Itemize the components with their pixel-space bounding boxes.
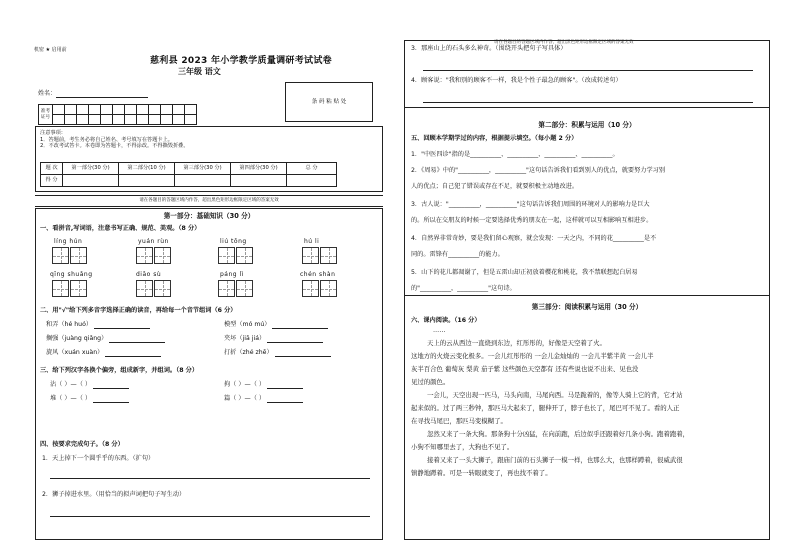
passage-line: 这地方的火烧云变化极多。一会儿红彤彤的 一会儿金灿灿的 一会儿半紫半黄 一会儿半 xyxy=(411,352,654,360)
pinyin-8: chén shàn xyxy=(300,271,336,278)
name-field[interactable] xyxy=(38,90,148,98)
q2-item-5: 旋风（xuán xuàn） xyxy=(46,349,161,357)
score-header: 题 次 xyxy=(41,163,63,175)
q4-item-2: 2．狮子掉进水里。（用恰当的拟声词把句子写生动） xyxy=(42,491,186,498)
pinyin-6: diāo sù xyxy=(136,271,162,278)
pinyin-5: qīng shuǎng xyxy=(50,271,93,278)
score-header: 总 分 xyxy=(287,163,337,175)
part1-title: 第一部分：基础知识（30 分） xyxy=(163,212,255,220)
q3-heading: 三、给下列汉字各换个偏旁，组成新字，并组词。（8 分） xyxy=(40,367,199,374)
q4-item-3: 3．那座山上的石头多么神奇。（围绕开头把句子写具体） xyxy=(411,45,567,52)
tianzi-pair-7[interactable] xyxy=(218,280,254,300)
score-header: 第二部分(10 分) xyxy=(119,163,175,175)
name-line[interactable] xyxy=(56,92,148,98)
answer-line[interactable] xyxy=(50,473,370,479)
q2-item-4: 夹坏（jiā jiá） xyxy=(224,335,323,343)
q3-item-3: 堆（ ）—（ ） xyxy=(50,395,129,403)
exam-subtitle: 三年级 语文 xyxy=(178,67,221,76)
q2-heading: 二、用"√"给下列多音字选择正确的读音，再给每一个音节组词（6 分） xyxy=(40,307,237,314)
score-cell[interactable] xyxy=(231,175,287,187)
q5-item-4-cont: 同的。雷锋有__________的能力。 xyxy=(411,251,504,258)
pinyin-2: yuán rùn xyxy=(138,238,169,245)
barcode-sticker-area xyxy=(285,82,373,122)
top-note: 请在各题目的答题区域内作答，超出黑色矩形边框限定区域的答案无效 xyxy=(494,40,634,45)
right-page xyxy=(404,40,770,540)
passage-line: 忽然又来了一条大狗。那条狗十分凶猛，在向前跑，后边似乎还跟着好几条小狗。跑着跑着， xyxy=(427,430,690,438)
notice-item-2: 2．不改考试答卡。本卷即为答题卡，不得涂改。不得撕毁折叠。 xyxy=(40,143,189,149)
passage-line: 小狗不知哪里去了，大狗也不见了。 xyxy=(411,443,514,451)
q5-item-4: 4．自然界非常奇妙，要是我们留心观察，就会发现：一天之内，不同的花__________是不 xyxy=(411,235,657,242)
warning-line: 请在各题目的答题区域内作答，超出黑色矩形边框限定区域的答案无效 xyxy=(35,195,383,207)
q5-heading: 五、回顾本学期学过的内容，根据提示填空。（每小题 2 分） xyxy=(411,135,578,142)
exam-number-grid[interactable] xyxy=(38,104,197,125)
exam-title: 慈利县 2023 年小学教学质量调研考试试卷 xyxy=(150,56,332,66)
score-header: 第三部分(30 分) xyxy=(175,163,231,175)
tianzi-pair-2[interactable] xyxy=(136,247,172,267)
q4-item-1: 1．天上掉下一个圆乎乎的东西。（扩句） xyxy=(42,455,155,462)
pinyin-7: páng lì xyxy=(220,271,244,278)
tianzi-pair-3[interactable] xyxy=(218,247,254,267)
passage-line: 天上的云从西边一直烧到东边，红彤彤的，好像是天空着了火。 xyxy=(427,339,606,347)
q3-item-4: 篇（ ）—（ ） xyxy=(224,395,303,403)
q3-item-1: 沾（ ）—（ ） xyxy=(50,381,129,389)
tianzi-pair-8[interactable] xyxy=(302,280,338,300)
score-table xyxy=(40,162,337,187)
exam-no-label: 准考证号 xyxy=(39,105,53,125)
q3-item-2: 拘（ ）—（ ） xyxy=(224,381,303,389)
part1-box xyxy=(35,208,383,540)
part3-title: 第三部分：阅读积累与运用（30 分） xyxy=(531,303,643,311)
tianzi-pair-6[interactable] xyxy=(136,280,172,300)
q5-item-3: 3．古人说："__________，__________"这句话告诉我们周围的环境对人的影响力是巨大 xyxy=(411,201,650,208)
score-header: 第一部分(30 分) xyxy=(63,163,119,175)
q4-heading: 四、按要求完成句子。（8 分） xyxy=(40,441,124,448)
score-cell[interactable] xyxy=(175,175,231,187)
score-header: 第四部分(30 分) xyxy=(231,163,287,175)
reading-passage xyxy=(411,337,767,480)
sticker-label: 条 码 粘 贴 处 xyxy=(311,98,347,105)
passage-line: 见过的颜色。 xyxy=(411,378,450,386)
secret-label: 机密 ★ 启用前 xyxy=(34,47,67,53)
name-label: 姓名： xyxy=(38,90,57,97)
notice-item-1: 1．答题前，考生务必将自己姓名、考号填写在答题卡上。 xyxy=(40,136,173,143)
tianzi-pair-1[interactable] xyxy=(52,247,88,267)
answer-line[interactable] xyxy=(423,97,753,103)
q5-item-5-cont: 的"__________，__________"这句诗。 xyxy=(411,285,516,292)
passage-line: 接着又来了一头大狮子，跟庙门前的石头狮子一模一样，也那么大，也那样蹲着，很威武很 xyxy=(427,456,683,464)
q6-heading: 六、课内阅读。（16 分） xyxy=(411,317,481,324)
answer-line[interactable] xyxy=(423,65,753,71)
q2-item-2: 模型（mó mú） xyxy=(224,321,328,329)
q2-item-6: 打折（zhé zhē） xyxy=(224,349,331,357)
score-cell[interactable] xyxy=(119,175,175,187)
score-cell[interactable] xyxy=(63,175,119,187)
notice-title: 注意事项： xyxy=(40,130,66,136)
q5-item-1: 1．"中医四诊"指的是__________、__________、__________、__________。 xyxy=(411,151,619,158)
passage-line: 灰半百合色 葡萄灰 梨黄 茄子紫 这些颜色天空都有 还有些说也说不出来、见也没 xyxy=(411,365,639,373)
passage-line: 镇静地蹲着。可是一转眼就变了，再也找不着了。 xyxy=(411,469,552,477)
pinyin-1: líng hún xyxy=(54,238,83,245)
q5-item-2-cont: 人的优点；自己犯了错误或存在不足，就要积极主动地改进。 xyxy=(411,183,579,190)
q5-item-2: 2．《周易》中的"__________，__________"这句话告诉我们看到别人的优点，就要努力学习别 xyxy=(411,167,666,174)
q4-item-4: 4．顾客说："我和别的顾客不一样，我是个性子最急的顾客"。（改成转述句） xyxy=(411,77,622,84)
ellipsis: …… xyxy=(433,327,446,334)
pinyin-4: hú li xyxy=(304,238,320,245)
tianzi-pair-4[interactable] xyxy=(302,247,338,267)
tianzi-pair-5[interactable] xyxy=(52,280,88,300)
q2-item-3: 搁强（juàng qiǎng） xyxy=(46,335,165,343)
pinyin-3: liú tōng xyxy=(220,238,247,245)
score-row-label: 得 分 xyxy=(41,175,63,187)
q5-item-5: 5．山下的花儿都凋谢了，但是五雷山却正初放着樱花和桃花，我不禁联想起白居易 xyxy=(411,269,638,276)
passage-line: 一会儿，天空出现一匹马，马头向南，马尾向西。马是跪着的，像等人骑上它的背，它才站 xyxy=(427,391,683,399)
q1-heading: 一、看拼音,写词语，注意书写正确、规范、美观。（8 分） xyxy=(40,225,201,232)
passage-line: 在寻找马尾巴，那匹马变模糊了。 xyxy=(411,417,507,425)
answer-line[interactable] xyxy=(50,511,370,517)
q2-item-1: 和弄（hé huó） xyxy=(46,321,150,329)
passage-line: 起来似的。过了两三秒钟，那匹马大起来了，腿伸开了，脖子也长了，尾巴可不见了。看的人正 xyxy=(411,404,680,412)
q5-item-3-cont: 的。所以在交朋友的时候一定要选择优秀的朋友在一起，这样就可以互相影响互相进步。 xyxy=(411,217,653,224)
part2-title: 第二部分：积累与运用（10 分） xyxy=(538,121,636,129)
score-cell[interactable] xyxy=(287,175,337,187)
